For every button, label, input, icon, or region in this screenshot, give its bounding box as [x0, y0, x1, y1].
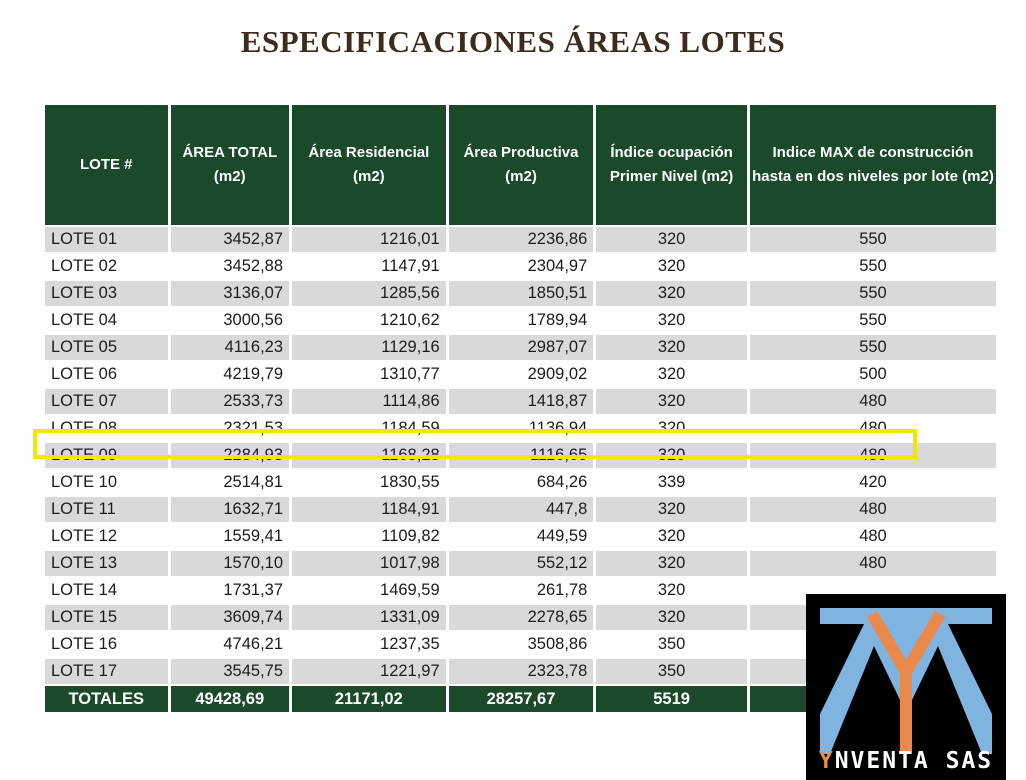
- table-header-row: [45, 105, 996, 225]
- cell-area-total: 2514,81: [171, 470, 290, 495]
- cell-indice-max: 480: [750, 389, 996, 414]
- cell-area-productiva: 1789,94: [449, 308, 594, 333]
- cell-area-total: 3609,74: [171, 605, 290, 630]
- cell-area-residencial: 1310,77: [292, 362, 446, 387]
- cell-lote: LOTE 08: [45, 416, 168, 441]
- totals-area-total: 49428,69: [171, 686, 290, 712]
- totals-area-residencial: 21171,02: [292, 686, 446, 712]
- cell-area-productiva: 2304,97: [449, 254, 594, 279]
- cell-area-total: 2284,93: [171, 443, 290, 468]
- cell-area-residencial: 1017,98: [292, 551, 446, 576]
- cell-area-residencial: 1147,91: [292, 254, 446, 279]
- cell-lote: LOTE 13: [45, 551, 168, 576]
- totals-label: TOTALES: [45, 686, 168, 712]
- cell-indice-max: 480: [750, 551, 996, 576]
- table-row: [45, 335, 996, 360]
- cell-lote: LOTE 10: [45, 470, 168, 495]
- cell-area-total: 4116,23: [171, 335, 290, 360]
- cell-lote: LOTE 12: [45, 524, 168, 549]
- page-title: ESPECIFICACIONES ÁREAS LOTES: [240, 24, 786, 59]
- logo-initial: Y: [818, 748, 835, 774]
- logo-wordmark: [806, 748, 1006, 774]
- cell-area-residencial: 1109,82: [292, 524, 446, 549]
- cell-area-productiva: 2323,78: [449, 659, 594, 684]
- cell-lote: LOTE 01: [45, 227, 168, 252]
- table-row: [45, 470, 996, 495]
- cell-lote: LOTE 07: [45, 389, 168, 414]
- cell-area-productiva: 261,78: [449, 578, 594, 603]
- cell-indice-max: 420: [750, 470, 996, 495]
- cell-indice-ocupacion: 320: [596, 389, 747, 414]
- cell-area-total: 3452,88: [171, 254, 290, 279]
- cell-lote: LOTE 03: [45, 281, 168, 306]
- cell-indice-max: 550: [750, 227, 996, 252]
- totals-area-productiva: 28257,67: [449, 686, 594, 712]
- cell-indice-ocupacion: 320: [596, 443, 747, 468]
- cell-indice-max: 480: [750, 416, 996, 441]
- header-area-residencial: Área Residencial (m2): [292, 105, 446, 225]
- header-area-total: ÁREA TOTAL (m2): [171, 105, 290, 225]
- table-row: [45, 254, 996, 279]
- cell-area-residencial: 1216,01: [292, 227, 446, 252]
- header-area-productiva: Área Productiva (m2): [449, 105, 594, 225]
- cell-area-total: 4746,21: [171, 632, 290, 657]
- cell-area-residencial: 1210,62: [292, 308, 446, 333]
- logo-name: NVENTA SAS: [834, 748, 994, 774]
- cell-lote: LOTE 02: [45, 254, 168, 279]
- cell-area-residencial: 1331,09: [292, 605, 446, 630]
- cell-indice-max: 550: [750, 335, 996, 360]
- cell-area-total: 3545,75: [171, 659, 290, 684]
- cell-area-residencial: 1184,91: [292, 497, 446, 522]
- cell-area-productiva: 1850,51: [449, 281, 594, 306]
- cell-lote: LOTE 05: [45, 335, 168, 360]
- cell-indice-ocupacion: 350: [596, 632, 747, 657]
- table-row: [45, 497, 996, 522]
- cell-indice-ocupacion: 320: [596, 227, 747, 252]
- cell-area-total: 1632,71: [171, 497, 290, 522]
- table-row: [45, 524, 996, 549]
- table-row: [45, 389, 996, 414]
- cell-lote: LOTE 04: [45, 308, 168, 333]
- cell-indice-ocupacion: 320: [596, 308, 747, 333]
- table-row: [45, 551, 996, 576]
- cell-lote: LOTE 15: [45, 605, 168, 630]
- cell-area-productiva: 2909,02: [449, 362, 594, 387]
- cell-area-residencial: 1129,16: [292, 335, 446, 360]
- cell-area-residencial: 1184,59: [292, 416, 446, 441]
- cell-area-productiva: 3508,86: [449, 632, 594, 657]
- cell-area-residencial: 1237,35: [292, 632, 446, 657]
- cell-area-total: 4219,79: [171, 362, 290, 387]
- table-row: [45, 362, 996, 387]
- cell-indice-ocupacion: 320: [596, 497, 747, 522]
- header-lote: LOTE #: [45, 105, 168, 225]
- cell-area-residencial: 1114,86: [292, 389, 446, 414]
- table-row: [45, 227, 996, 252]
- cell-area-total: 2321,53: [171, 416, 290, 441]
- cell-area-productiva: 552,12: [449, 551, 594, 576]
- cell-area-productiva: 684,26: [449, 470, 594, 495]
- cell-area-total: 1570,10: [171, 551, 290, 576]
- cell-lote: LOTE 14: [45, 578, 168, 603]
- cell-indice-max: 480: [750, 497, 996, 522]
- cell-area-total: 3136,07: [171, 281, 290, 306]
- cell-lote: LOTE 06: [45, 362, 168, 387]
- table-row: [45, 281, 996, 306]
- cell-indice-max: 480: [750, 524, 996, 549]
- cell-indice-ocupacion: 320: [596, 254, 747, 279]
- cell-area-residencial: 1469,59: [292, 578, 446, 603]
- cell-indice-ocupacion: 320: [596, 524, 747, 549]
- cell-area-residencial: 1830,55: [292, 470, 446, 495]
- table-row: [45, 416, 996, 441]
- logo-house-icon: [806, 594, 1006, 754]
- cell-indice-max: 550: [750, 254, 996, 279]
- cell-indice-ocupacion: 320: [596, 605, 747, 630]
- cell-indice-max: 500: [750, 362, 996, 387]
- cell-indice-ocupacion: 339: [596, 470, 747, 495]
- table-row: [45, 308, 996, 333]
- header-indice-max: Indice MAX de construcción hasta en dos niveles por lote (m2): [750, 105, 996, 225]
- cell-lote: LOTE 17: [45, 659, 168, 684]
- cell-indice-max: 550: [750, 281, 996, 306]
- cell-lote: LOTE 11: [45, 497, 168, 522]
- cell-indice-max: 480: [750, 443, 996, 468]
- cell-area-productiva: 1418,87: [449, 389, 594, 414]
- cell-indice-ocupacion: 320: [596, 281, 747, 306]
- cell-area-residencial: 1221,97: [292, 659, 446, 684]
- cell-indice-max: 550: [750, 308, 996, 333]
- header-indice-ocupacion: Índice ocupación Primer Nivel (m2): [596, 105, 747, 225]
- table-row: [45, 443, 996, 468]
- cell-lote: LOTE 16: [45, 632, 168, 657]
- cell-indice-ocupacion: 320: [596, 335, 747, 360]
- cell-indice-ocupacion: 320: [596, 551, 747, 576]
- cell-area-productiva: 449,59: [449, 524, 594, 549]
- cell-indice-ocupacion: 320: [596, 578, 747, 603]
- cell-area-productiva: 1136,94: [449, 416, 594, 441]
- cell-area-residencial: 1168,28: [292, 443, 446, 468]
- cell-area-productiva: 2278,65: [449, 605, 594, 630]
- cell-area-total: 2533,73: [171, 389, 290, 414]
- cell-indice-ocupacion: 320: [596, 416, 747, 441]
- cell-indice-ocupacion: 350: [596, 659, 747, 684]
- cell-area-residencial: 1285,56: [292, 281, 446, 306]
- totals-indice-ocupacion: 5519: [596, 686, 747, 712]
- cell-area-productiva: 447,8: [449, 497, 594, 522]
- cell-area-total: 3000,56: [171, 308, 290, 333]
- cell-area-total: 1559,41: [171, 524, 290, 549]
- cell-area-productiva: 2987,07: [449, 335, 594, 360]
- cell-area-total: 3452,87: [171, 227, 290, 252]
- cell-area-productiva: 2236,86: [449, 227, 594, 252]
- cell-indice-ocupacion: 320: [596, 362, 747, 387]
- cell-area-total: 1731,37: [171, 578, 290, 603]
- cell-area-productiva: 1116,65: [449, 443, 594, 468]
- company-logo: [806, 594, 1006, 780]
- cell-lote: LOTE 09: [45, 443, 168, 468]
